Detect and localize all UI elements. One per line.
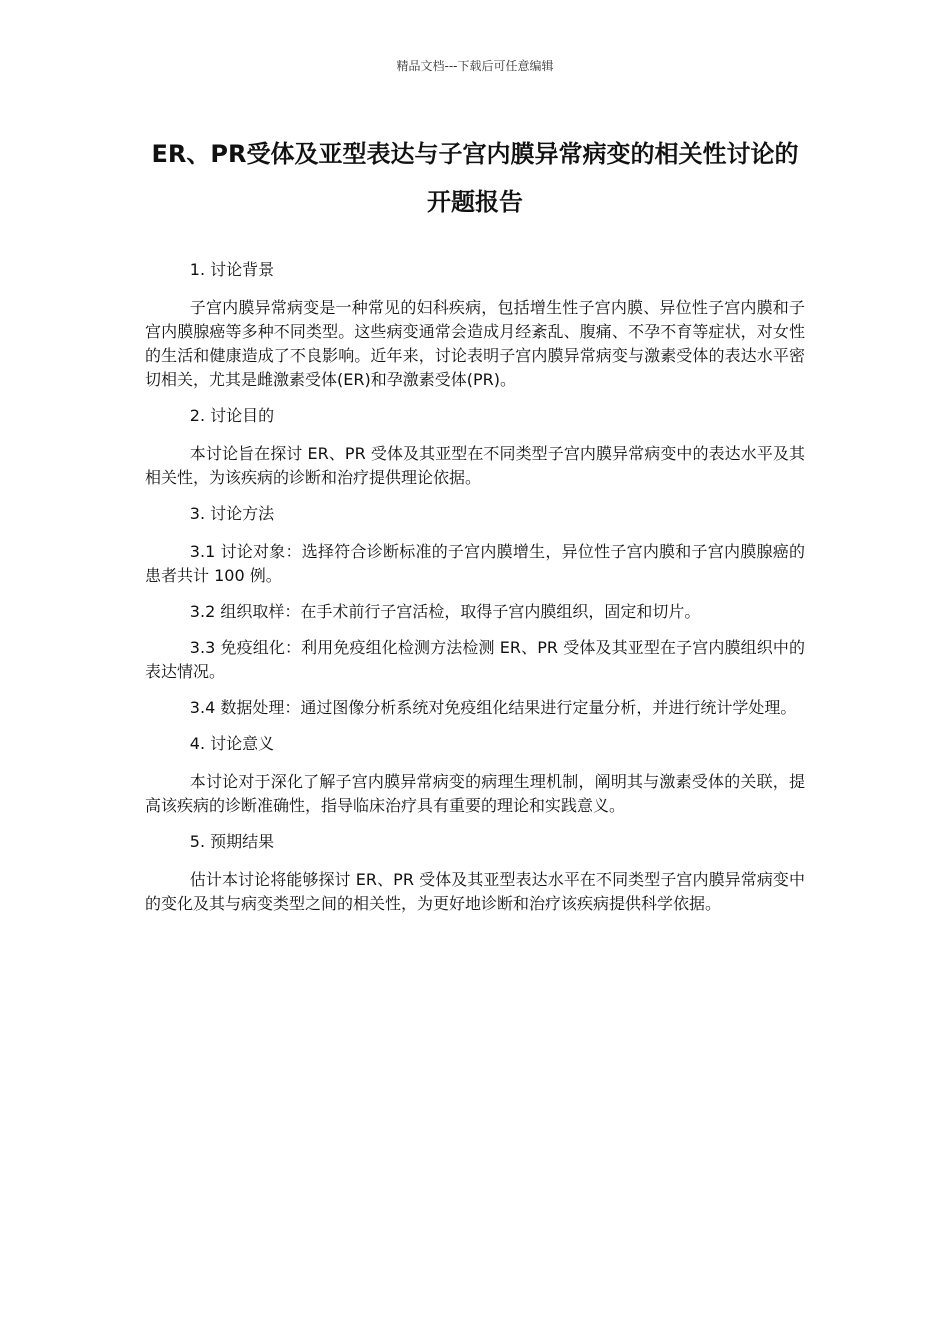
- page-header: 精品文档---下载后可任意编辑: [396, 59, 554, 73]
- section-body-significance: 本讨论对于深化了解子宫内膜异常病变的病理生理机制，阐明其与激素受体的关联，提高该疾病的诊断准确性，指导临床治疗具有重要的理论和实践意义。: [145, 772, 805, 815]
- section-heading-background: 1. 讨论背景: [189, 260, 275, 279]
- document-title: ER、PR受体及亚型表达与子宫内膜异常病变的相关性讨论的开题报告: [151, 140, 799, 216]
- section-heading-significance: 4. 讨论意义: [189, 734, 275, 753]
- method-item-sampling: 3.2 组织取样：在手术前行子宫活检，取得子宫内膜组织，固定和切片。: [189, 602, 701, 621]
- section-body-background: 子宫内膜异常病变是一种常见的妇科疾病，包括增生性子宫内膜、异位性子宫内膜和子宫内膜腺癌等多种不同类型。这些病变通常会造成月经紊乱、腹痛、不孕不育等症状，对女性的生活和健康造成了不良影响。近年来，讨论表明子宫内膜异常病变与激素受体的表达水平密切相关，尤其是雌激素受体(ER)和孕激素受体(PR)。: [145, 298, 805, 389]
- document-body: [145, 258, 805, 928]
- method-item-subjects: 3.1 讨论对象：选择符合诊断标准的子宫内膜增生，异位性子宫内膜和子宫内膜腺癌的患者共计 100 例。: [145, 542, 805, 585]
- section-body-purpose: 本讨论旨在探讨 ER、PR 受体及其亚型在不同类型子宫内膜异常病变中的表达水平及其相关性，为该疾病的诊断和治疗提供理论依据。: [145, 444, 805, 487]
- section-body-expected-results: 估计本讨论将能够探讨 ER、PR 受体及其亚型表达水平在不同类型子宫内膜异常病变中的变化及其与病变类型之间的相关性，为更好地诊断和治疗该疾病提供科学依据。: [145, 870, 805, 913]
- section-heading-methods: 3. 讨论方法: [189, 504, 275, 523]
- method-item-immunohistochemistry: 3.3 免疫组化：利用免疫组化检测方法检测 ER、PR 受体及其亚型在子宫内膜组织中的表达情况。: [145, 638, 805, 681]
- section-heading-purpose: 2. 讨论目的: [189, 406, 275, 425]
- section-heading-expected-results: 5. 预期结果: [189, 832, 275, 851]
- method-item-data-processing: 3.4 数据处理：通过图像分析系统对免疫组化结果进行定量分析，并进行统计学处理。: [189, 698, 797, 717]
